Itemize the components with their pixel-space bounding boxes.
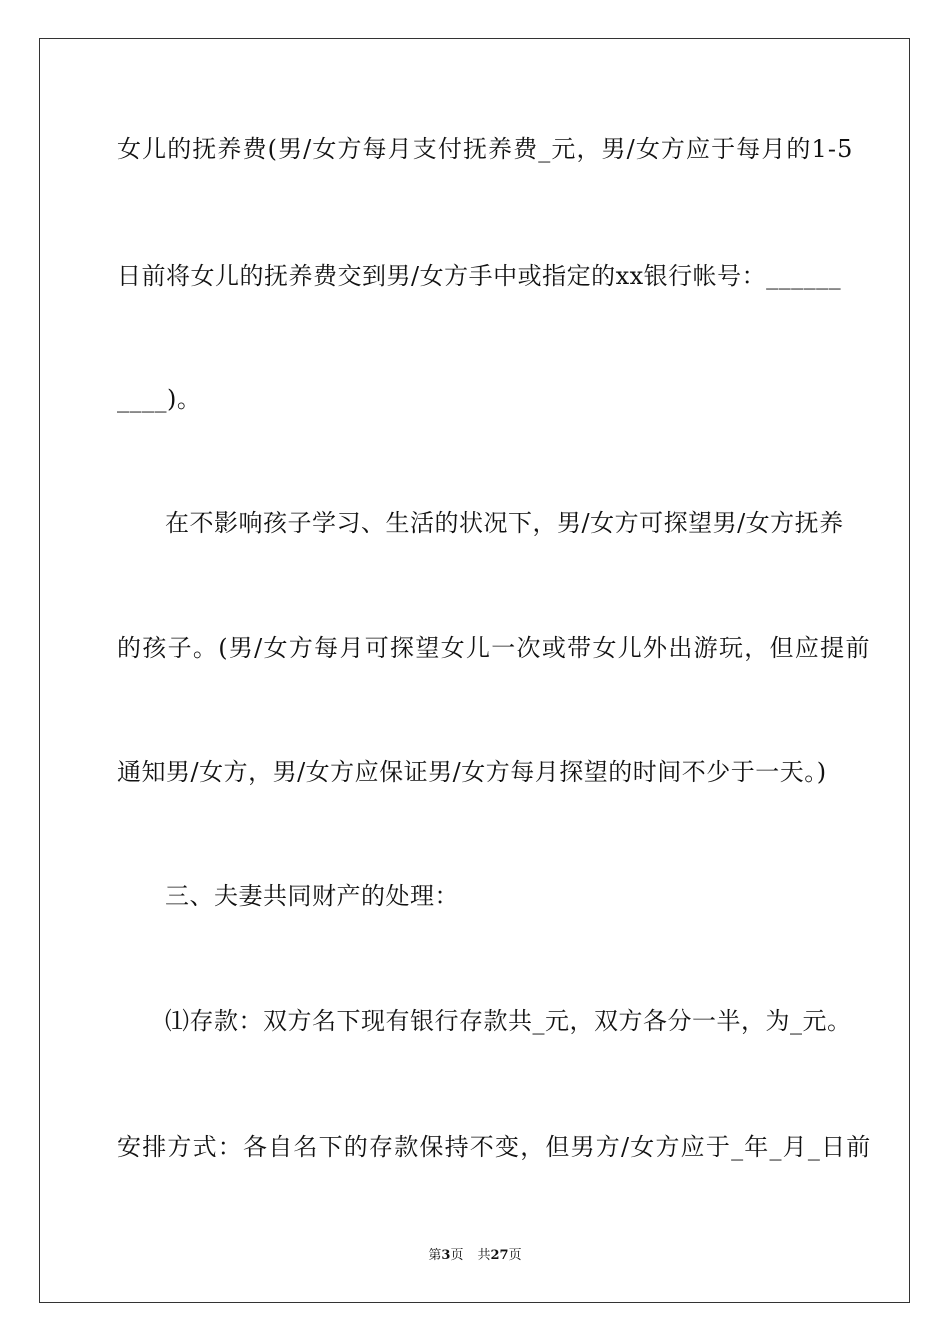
body-line-3: ____)。: [117, 385, 202, 413]
total-suffix: 页: [508, 1248, 522, 1263]
page-prefix: 第: [428, 1248, 442, 1263]
section-heading: 三、夫妻共同财产的处理：: [165, 882, 459, 910]
total-pages: 27: [490, 1248, 509, 1263]
body-line-4: 在不影响孩子学习、生活的状况下，男/女方可探望男/女方抚养: [165, 509, 844, 537]
body-line-8: ⑴存款：双方名下现有银行存款共_元，双方各分一半，为_元。: [165, 1007, 852, 1035]
body-line-6: 通知男/女方，男/女方应保证男/女方每月探望的时间不少于一天。): [117, 758, 827, 786]
page-suffix: 页: [450, 1248, 464, 1263]
page-number: 3: [441, 1248, 451, 1263]
body-line-5: 的孩子。(男/女方每月可探望女儿一次或带女儿外出游玩，但应提前: [117, 634, 871, 662]
body-line-9: 安排方式：各自名下的存款保持不变，但男方/女方应于_年_月_日前: [117, 1133, 872, 1161]
body-line-2: 日前将女儿的抚养费交到男/女方手中或指定的xx银行帐号：______: [117, 262, 842, 290]
total-prefix: 共: [477, 1248, 491, 1263]
page-footer: [0, 1247, 950, 1265]
page-border: [39, 38, 910, 1303]
body-line-1: 女儿的抚养费(男/女方每月支付抚养费_元，男/女方应于每月的1-5: [117, 135, 854, 163]
